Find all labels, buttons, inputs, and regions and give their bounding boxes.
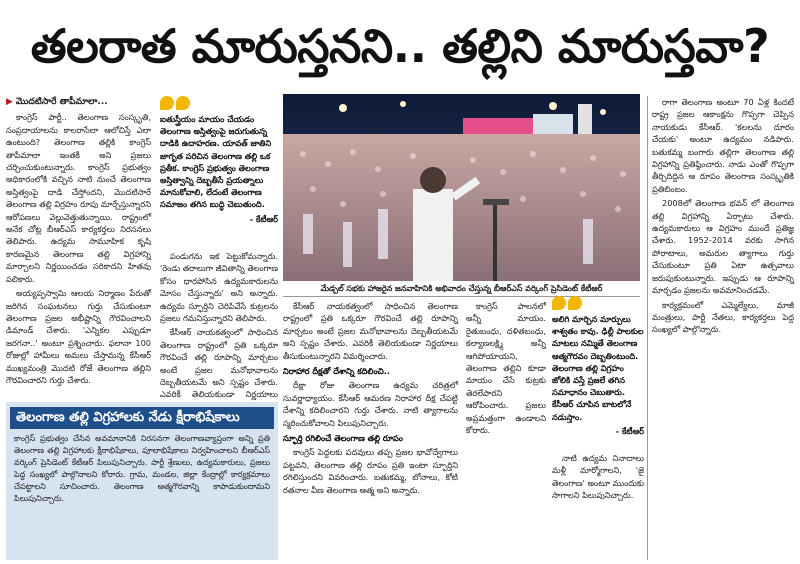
article-paragraph: కాంగ్రెస్ పెద్దలకు పదవులు తప్ప ప్రజల భావోద్వేగాలు పట్టవని, తెలంగాణ తల్లి రూపం ప్రతి ఇంటా స్ఫూర్తిని రగిలిస్తుందని వివరించారు. బతుకమ్మ, బోనాలు, కోటి రతనాల వీణ తెలంగాణ ఆత్మ అని అన్నారు. [283,447,458,495]
left-column [6,96,151,398]
article-paragraph: నాటి ఉద్యమ నినాదాలు మళ్లీ మార్మోగాలని, 'జై తెలంగాణ' అంటూ ముందుకు సాగాలని పిలుపునిచ్చారు. [552,453,644,501]
rally-photo [283,94,640,281]
box-heading: తెలంగాణ తల్లి విగ్రహాలకు నేడు క్షీరాభిషేకాలు [10,407,274,429]
quote-signature: - కేటీఆర్ [615,425,644,436]
article-paragraph: కాంగ్రెస్ పాలనలో అన్నీ మాయం. రైతుబంధు, దళితబంధు, కల్యాణలక్ష్మి అన్నీ ఆగిపోయాయని, తెలంగాణ తల్లిని కూడా మాయం చేసే కుట్రకు తెరలేపారని ఆరోపించారు. ప్రజలు అప్రమత్తంగా ఉండాలని కోరారు. [466,301,546,436]
quote-mark-icon [552,296,644,310]
article-paragraph: దీక్షా రోజు తెలంగాణ ఉద్యమ చరిత్రలో సువర్ణాధ్యాయం. కేసీఆర్ ఆమరణ నిరాహార దీక్ష చేపట్టి దేశాన్ని కదిలించారని గుర్తు చేశారు. నాటి త్యాగాలను స్మరించుకోవాలని పిలుపునిచ్చారు. [283,380,458,428]
article-paragraph: కేసీఆర్ నాయకత్వంలో సాధించిన తెలంగాణ రాష్ట్రంలో ప్రతి ఒక్కరూ గౌరవించే తల్లి రూపాన్ని మార్చటం అంటే ప్రజల మనోభావాలను దెబ్బతీయటమే అని స్పష్టం చేశారు. ఎవరికీ తెలియకుండా నిర్ణయాలు [160,327,278,400]
right-column [652,96,794,560]
quote-text: అలిగి మార్చిన మార్పులు శాశ్వతం కావు. ఢిల్లీ పాలకుల మాటలు నమ్మితే తెలంగాణ ఆత్మగౌరవం దెబ్బతింటుంది. తెలంగాణ తల్లి విగ్రహం జోలికి వస్తే ప్రజలే తగిన సమాధానం చెబుతారు. కేసీఆర్ చూపిన బాటలోనే నడుస్తాం. [552,314,644,422]
kicker-triangle-icon: ▶ [6,97,13,107]
quote-right [552,296,644,446]
article-paragraph: కార్యక్రమంలో ఎమ్మెల్యేలు, మాజీ మంత్రులు, పార్టీ నేతలు, కార్యకర్తలు పెద్ద సంఖ్యలో పాల్గొన్నారు. [652,299,794,335]
box-text: కాంగ్రెస్ ప్రభుత్వం చేసిన అవమానానికి నిరసనగా తెలంగాణవ్యాప్తంగా అన్ని ప్రతి తెలంగాణ తల్లి విగ్రహాలకు క్షీరాభిషేకాలు, పూలాభిషేకాలు నిర్వహించాలని బీఆర్ఎస్ వర్కింగ్ ప్రెసిడెంట్ కేటీఆర్ పిలుపునిచ్చారు. పార్టీ శ్రేణులు, ఉద్యమకారులు, ప్రజలు పెద్ద సంఖ్యలో పాల్గొనాలని కోరారు. గ్రామ, మండల, జిల్లా కేంద్రాల్లో కార్యక్రమాలు చేపట్టాలని సూచించారు. తెలంగాణ ఆత్మగౌరవాన్ని కాపాడుకుందామని పిలుపునిచ్చారు. [14,434,270,503]
quote-left [160,96,278,246]
sidebar-box [6,402,278,560]
article-paragraph: రాగా తెలంగాణ అంటూ 70 ఏళ్ల కిందటే రాష్ట్ర ప్రజల ఆకాంక్షను గొప్పగా చెప్పిన నాయకుడు కేసీఆర్. 'కలలను దూరం చేయకు' అంటూ ఉద్యమం నడిపారు. బతుకమ్మ బంగారు తల్లిగా తెలంగాణ తల్లి విగ్రహాన్ని ప్రతిష్ఠించారు. నాడు ఎంతో గొప్పగా తీర్చిదిద్దిన ఆ రూపం తెలంగాణ సంస్కృతికి ప్రతిబింబం. [652,97,794,194]
column-rule [647,96,648,560]
kicker-text: మొదటిసారే తాపీమాలా... [15,97,108,107]
page-headline: తలరాత మారుస్తనని.. తల్లిని మారుస్తవా? [30,19,770,73]
article-paragraph: కేసీఆర్ నాయకత్వంలో సాధించిన తెలంగాణ రాష్ట్రంలో ప్రతి ఒక్కరూ గౌరవించే తల్లి రూపాన్ని మార్చటం అంటే ప్రజల మనోభావాలను దెబ్బతీయటమే అని స్పష్టం చేశారు. ఎవరికీ తెలియకుండా నిర్ణయాలు తీసుకుంటున్నారని విమర్శించారు. [283,301,458,361]
subheading: స్ఫూర్తి రగిలించే తెలంగాణ తల్లి రూపం [283,433,403,444]
kicker [6,96,151,108]
photo-caption: మేడ్చల్ సభకు హాజరైన జనవాహినికి అభివాదం చేస్తున్న బీఆర్ఎస్ వర్కింగ్ ప్రెసిడెంట్ కేటీఆర్ [320,284,603,293]
article-paragraph: అయ్యప్పస్వామి ఆలయ నిర్మాణం పేరుతో జరిగిన సంఘటనలు గుర్తు చేసుకుంటూ తెలంగాణ ప్రజల అభీష్టాన్ని గౌరవించాలని డిమాండ్ చేశారు. 'ఎన్నికల ఎప్పుడూ జరగనా..' అంటూ ప్రశ్నించారు. ఫలానా 100 రోజుల్లో హామీలు అమలు చేస్తామన్న కేసీఆర్ ముఖ్యమంత్రి మొదటి రోజే తెలంగాణ తల్లిని గౌరవించారని గుర్తు చేశారు. [6,288,151,385]
center-bottom-column [552,452,644,560]
article-paragraph: కాంగ్రెస్ పార్టీ.. తెలంగాణ సంస్కృతి, సంప్రదాయాలను కాలరాసేలా ఆలోచిస్తే ఎలా ఉంటుంది? తెలంగాణ తల్లికి కాంగ్రెస్ తాపీమాలా ఇంతకీ అని ప్రజలు చర్చించుకుంటున్నారు. కాంగ్రెస్ ప్రభుత్వం అధికారంలోకి వచ్చిన నాటి నుంచే తెలంగాణ అస్తిత్వంపై దాడి చేస్తోందని, మొదటిసారే తెలంగాణ తల్లి విగ్రహం రూపు మార్చేస్తున్నారని ఆరోపణలు వెల్లువెత్తుతున్నాయి. రాష్ట్రంలో అనేక చోట్ల బీఆర్ఎస్ కార్యకర్తలు నిరసనలు తెలిపారు. ఉద్యమ సామూహిక కృషి కారణమైన తెలంగాణ తల్లి విగ్రహాన్ని మార్చాలని నిర్ణయించడం సరికాదని హితవు పలికారు. [6,112,151,284]
subheading: నిరాహార దీక్షతో దేశాన్ని కదిలించి.. [283,366,390,377]
center-left-column [283,300,458,560]
quote-mark-icon [160,96,278,110]
quote-signature: - కేటీఆర్ [249,213,278,224]
article-paragraph: 2008లో తెలంగాణ భవన్ లో తెలంగాణ తల్లి విగ్రహాన్ని ఏర్పాటు చేశారు. ఉద్యమకారులు ఆ విగ్రహం ముందే ప్రతిజ్ఞ చేశారు. 1952-2014 వరకు సాగిన పోరాటాలు, అమరుల త్యాగాలు గుర్తు చేసుకుంటూ ప్రతి ఏటా ఉత్సవాలు జరుపుకుంటున్నారు. ఇప్పుడు ఆ రూపాన్ని మార్చడం ప్రజలను అవమానించడమే. [652,198,794,296]
quote-text: ఐతుస్త్రీయం మాయం చేయడం తెలంగాణ అస్తిత్వంపై జరుగుతున్న దాడికి ఉదాహరణ. యావత్ జాతిని జాగృత పరిచిన తెలంగాణ తల్లి ఒక ప్రతీక. కాంగ్రెస్ ప్రభుత్వం తెలంగాణ అస్తిత్వాన్ని దెబ్బతీసే ప్రయత్నాలు మానుకోవాలి, లేదంటే తెలంగాణ సమాజం తగిన బుద్ధి చెబుతుంది. [160,114,272,210]
center-right-column [466,300,546,560]
mid-column [160,250,278,400]
article-paragraph: పండుగను ఇక పెట్టుకోమన్నారు. 'రెండు తరాలుగా జీవితాన్ని తెలంగాణ కోసం ధారపోసిన ఉద్యమకారులను మోసం చేస్తున్నారు' అని అన్నారు. ఉద్యమ స్ఫూర్తిని చెరిపివేసే కుట్రలను ప్రజలు గమనిస్తున్నారని తెలిపారు. [160,251,278,324]
